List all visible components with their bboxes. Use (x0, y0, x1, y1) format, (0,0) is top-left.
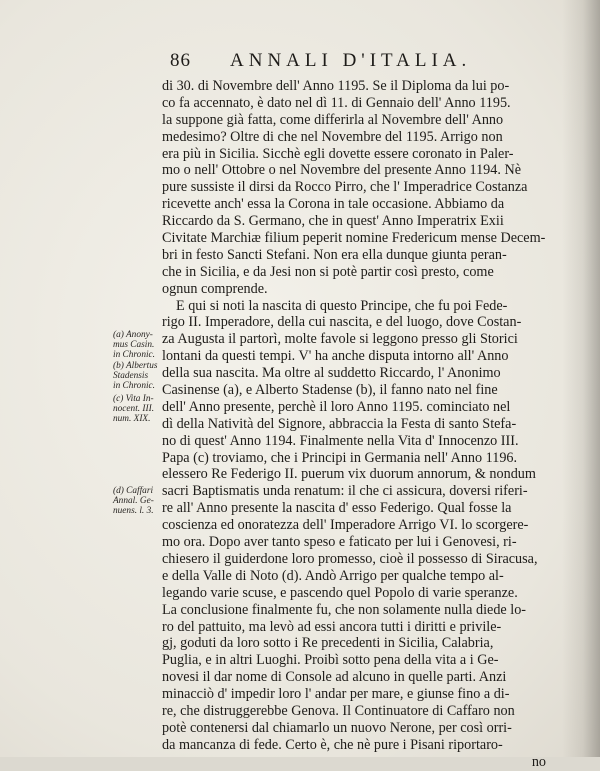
page-number: 86 (170, 50, 191, 71)
text-line: dell' Anno presente, perchè il loro Anno 1195. cominciato nel (162, 398, 511, 415)
text-line: era più in Sicilia. Sicchè egli dovette essere coronato in Paler- (162, 145, 514, 162)
margin-note-line: Annal. Ge- (113, 496, 154, 507)
text-line: legando varie scuse, e pascendo quel Popolo di varie speranze. (162, 584, 518, 601)
margin-note-line: num. XIX. (113, 414, 151, 425)
margin-note-line: nuens. l. 3. (113, 506, 154, 517)
text-line: co fa accennato, è dato nel dì 11. di Gennaio dell' Anno 1195. (162, 94, 511, 111)
text-line: coscienza ed onoratezza dell' Imperadore Arrigo VI. lo scorgere- (162, 517, 529, 534)
text-line: ognun comprende. (162, 280, 268, 297)
text-line: di 30. di Novembre dell' Anno 1195. Se il Diploma da lui po- (162, 78, 510, 94)
text-line: dì della Natività del Signore, abbraccia la Festa di santo Stefa- (162, 415, 517, 432)
margin-note-line: in Chronic. (113, 350, 156, 361)
text-line: Civitate Marchiæ filium peperit nomine Fredericum mense Decem- (162, 230, 546, 247)
text-line: e della Valle di Noto (d). Andò Arrigo per qualche tempo al- (162, 567, 504, 584)
margin-note-line: Stadensis (113, 371, 149, 382)
text-line: chiesero il guiderdone loro promesso, cioè il possesso di Siracusa, (162, 550, 538, 567)
text-line: bri in festo Sancti Stefani. Non era ella dunque giunta peran- (162, 246, 507, 263)
margin-note-line: nocent. III. (113, 404, 155, 415)
margin-note-line: (d) Caffari (113, 486, 154, 496)
text-line: za Augusta il partorì, molte favole si leggono presso gli Storici (162, 331, 518, 348)
text-line: gj, goduti da loro sotto i Re precedenti in Sicilia, Calabria, (162, 635, 494, 652)
text-line: Papa (c) troviamo, che i Principi in Germania nell' Anno 1196. (162, 449, 518, 466)
margin-note-line: (c) Vita In- (113, 394, 154, 404)
margin-note-c (113, 394, 173, 425)
text-line: elessero Re Federigo II. puerum vix duorum annorum, & nondum (162, 466, 536, 483)
running-title: ANNALI D'ITALIA. (230, 50, 472, 71)
text-line: no di quest' Anno 1194. Finalmente nella Vita d' Innocenzo III. (162, 432, 519, 449)
text-line: la suppone già fatta, come differirla al Novembre dell' Anno (162, 111, 504, 128)
text-line: della sua nascita. Ma oltre al suddetto Riccardo, l' Anonimo (162, 365, 501, 382)
text-line: E qui si noti la nascita di questo Principe, che fu poi Fede- (176, 297, 508, 314)
catchword: no (531, 753, 546, 770)
text-line: lontani da questi tempi. V' ha anche disputa intorno all' Anno (162, 348, 509, 365)
text-line: pure sussiste il dirsi da Rocco Pirro, che l' Imperadrice Costanza (162, 179, 528, 196)
text-line: Puglia, e in altri Luoghi. Proibì sotto pena della vita a i Ge- (162, 652, 499, 669)
margin-note-line: in Chronic. (113, 381, 156, 392)
page-gutter-shadow (562, 0, 600, 757)
text-line: sacri Baptismatis unda renatum: il che ci assicura, doversi riferi- (162, 483, 528, 500)
text-line: rigo II. Imperadore, della cui nascita, e del luogo, dove Costan- (162, 314, 522, 331)
margin-note-a (113, 330, 173, 361)
text-line: potè contenersi dal chiamarlo un nuovo Nerone, per così orri- (162, 719, 512, 736)
text-line: minacciò d' impedir loro l' andar per mare, e giunse fino a di- (162, 686, 510, 703)
text-line: da mancanza di fede. Certo è, che nè pure i Pisani riportaro- (162, 736, 503, 753)
text-line: re all' Anno presente la nascita d' esso Federigo. Qual fosse la (162, 500, 512, 517)
text-line: ricevette anch' essa la Corona in tale occasione. Abbiamo da (162, 196, 505, 213)
text-line: novesi il dar nome di Console ad alcuno in quelle parti. Anzi (162, 669, 507, 686)
text-line: mo o nell' Ottobre o nel Novembre del presente Anno 1194. Nè (162, 162, 521, 179)
text-line: ro del pattuito, ma levò ad essi ancora tutti i diritti e privile- (162, 618, 502, 635)
text-line: mo ora. Dopo aver tanto speso e faticato per lui i Genovesi, ri- (162, 534, 517, 551)
text-line: Casinense (a), e Alberto Stadense (b), il fanno nato nel fine (162, 382, 498, 399)
margin-note-line: (b) Albertus (113, 361, 158, 371)
margin-note-line: mus Casin. (113, 340, 155, 351)
text-line: medesimo? Oltre di che nel Novembre del 1195. Arrigo non (162, 128, 503, 145)
text-line: La conclusione finalmente fu, che non solamente nulla diede lo- (162, 601, 527, 618)
margin-note-line: (a) Anony- (113, 330, 153, 340)
text-line: re, che distruggerebbe Genova. Il Continuatore di Caffaro non (162, 702, 515, 719)
margin-note-b (113, 361, 173, 392)
running-header (170, 50, 510, 76)
text-line: Riccardo da S. Germano, che in quest' Anno Imperatrix Exii (162, 213, 504, 230)
text-line: che in Sicilia, e da Jesi non si potè partir così presto, come (162, 263, 494, 280)
margin-note-d (113, 486, 173, 517)
body-text (162, 78, 554, 771)
